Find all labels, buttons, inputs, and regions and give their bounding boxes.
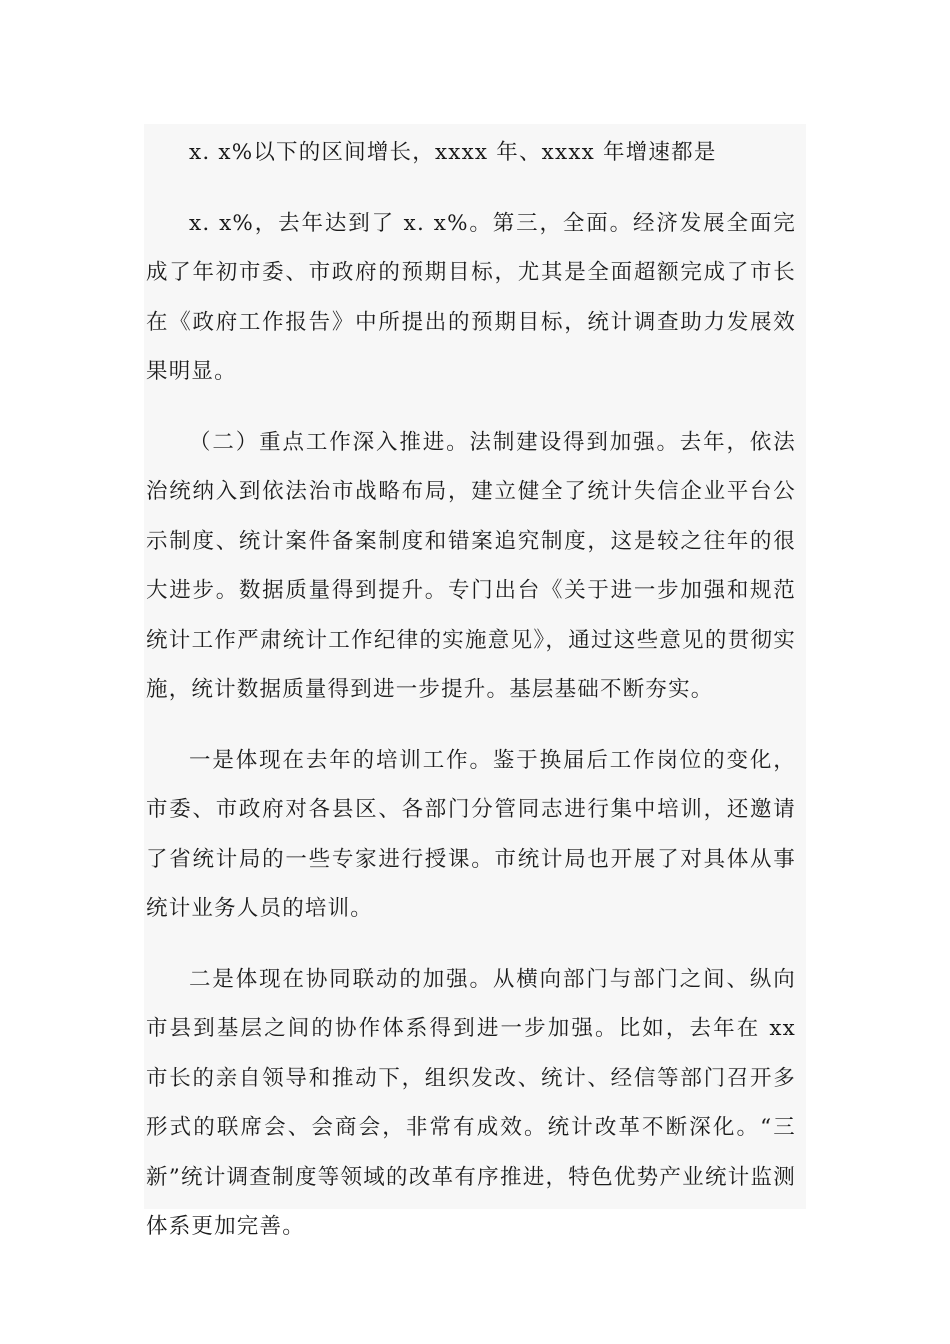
- paragraph-2: x. x%，去年达到了 x. x%。第三，全面。经济发展全面完成了年初市委、市政府的预期目标，尤其是全面超额完成了市长在《政府工作报告》中所提出的预期目标，统计调查助力发展效果明显。: [146, 210, 796, 384]
- paragraph-1: x. x%以下的区间增长，xxxx 年、xxxx 年增速都是: [189, 140, 717, 165]
- document-body: [144, 124, 806, 1239]
- paragraph-5: 二是体现在协同联动的加强。从横向部门与部门之间、纵向市县到基层之间的协作体系得到进一步加强。比如，去年在 xx 市长的亲自领导和推动下，组织发改、统计、经信等部门召开多形式的联席会、会商会，非常有成效。统计改革不断深化。“三新”统计调查制度等领域的改革有序推进，特色优势产业统计监测体系更加完善。: [146, 966, 796, 1239]
- paragraph-4: 一是体现在去年的培训工作。鉴于换届后工作岗位的变化，市委、市政府对各县区、各部门分管同志进行集中培训，还邀请了省统计局的一些专家进行授课。市统计局也开展了对具体从事统计业务人员的培训。: [146, 747, 796, 921]
- paragraph-3: （二）重点工作深入推进。法制建设得到加强。去年，依法治统纳入到依法治市战略布局，建立健全了统计失信企业平台公示制度、统计案件备案制度和错案追究制度，这是较之往年的很大进步。数据质量得到提升。专门出台《关于进一步加强和规范统计工作严肃统计工作纪律的实施意见》，通过这些意见的贯彻实施，统计数据质量得到进一步提升。基层基础不断夯实。: [146, 429, 796, 702]
